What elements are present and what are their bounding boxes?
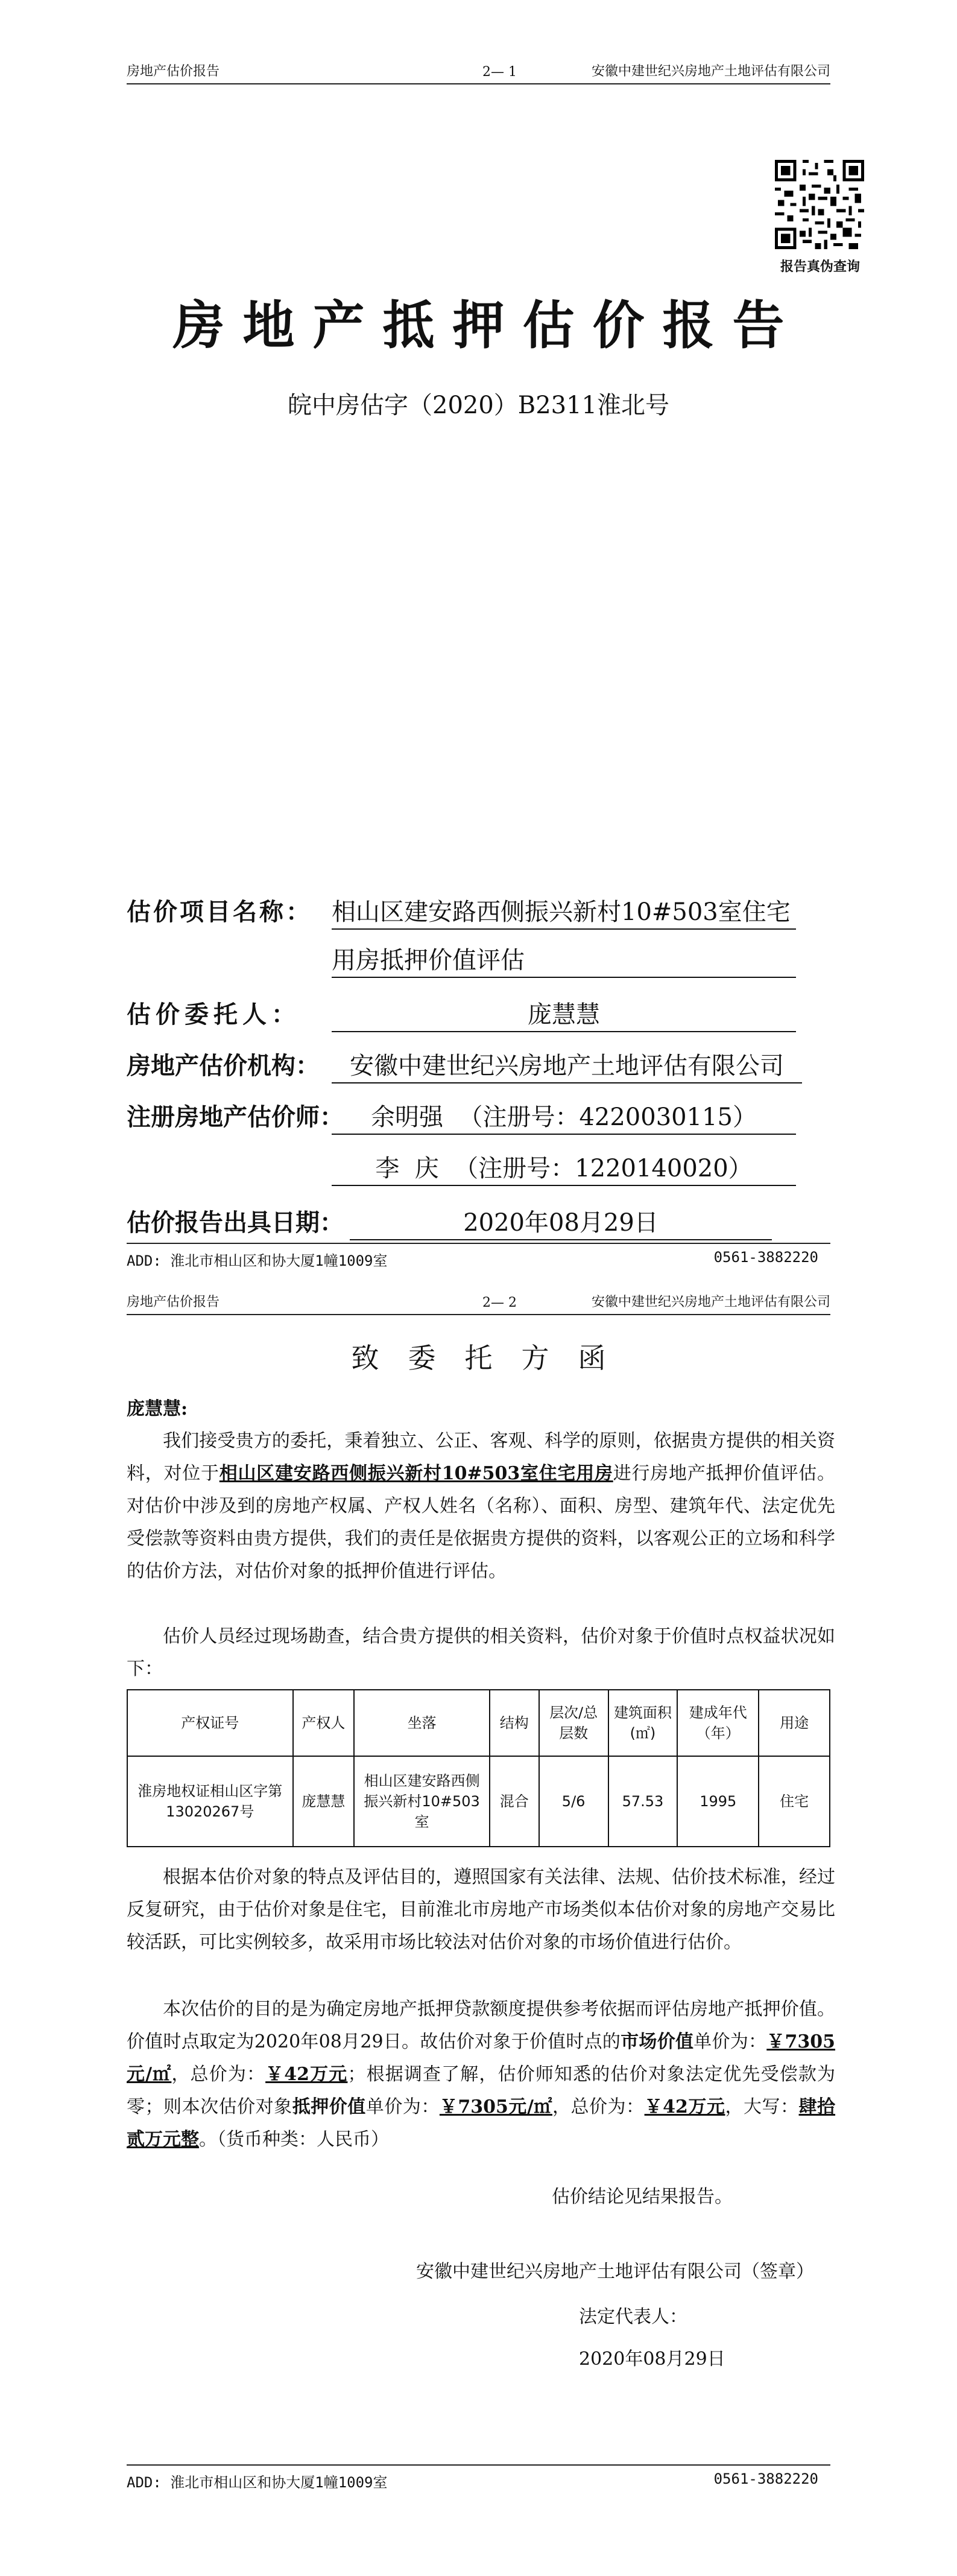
page-header bbox=[127, 1291, 830, 1315]
addressee: 庞慧慧: bbox=[127, 1398, 188, 1420]
conclusion-note: 估价结论见结果报告。 bbox=[552, 2186, 733, 2207]
p4-text: 单价为： bbox=[365, 2096, 440, 2118]
location-cell: 相山区建安路西侧振兴新村10#503室 bbox=[354, 1756, 490, 1847]
report-date: 2020年08月29日 bbox=[350, 1204, 772, 1240]
area-cell: 57.53 bbox=[608, 1756, 678, 1847]
column-header: 用途 bbox=[759, 1690, 830, 1756]
report-number: 皖中房估字（2020）B2311淮北号 bbox=[288, 392, 669, 419]
column-header: 产权人 bbox=[293, 1690, 355, 1756]
appraiser-2: 李 庆 （注册号：1220140020） bbox=[332, 1149, 796, 1186]
legal-representative: 法定代表人： bbox=[579, 2306, 687, 2327]
qr-code-icon[interactable] bbox=[775, 160, 864, 249]
p4-text: ，总价为： bbox=[552, 2096, 645, 2118]
cert-number-cell: 淮房地权证相山区字第13020267号 bbox=[127, 1756, 293, 1847]
letter-date: 2020年08月29日 bbox=[579, 2349, 725, 2370]
page-footer bbox=[127, 2464, 830, 2489]
header-page-number: 2— 1 bbox=[482, 65, 517, 80]
property-table bbox=[127, 1689, 830, 1847]
amount-in-words: 肆拾贰万元整 bbox=[127, 2096, 836, 2150]
header-page-number: 2— 2 bbox=[482, 1295, 517, 1310]
header-right: 安徽中建世纪兴房地产土地评估有限公司 bbox=[591, 64, 830, 79]
market-unit-price: ￥7305元/㎡ bbox=[127, 2031, 836, 2085]
owner-cell: 庞慧慧 bbox=[293, 1756, 355, 1847]
appraiser-row bbox=[127, 1098, 796, 1135]
floor-cell: 5/6 bbox=[539, 1756, 608, 1847]
structure-cell: 混合 bbox=[490, 1756, 539, 1847]
client-name: 庞慧慧 bbox=[332, 995, 796, 1032]
paragraph-4 bbox=[127, 1993, 835, 2156]
property-address: 相山区建安路西侧振兴新村10#503室住宅用房 bbox=[219, 1463, 613, 1484]
p4-text: ，总价为： bbox=[171, 2064, 266, 2085]
header-left: 房地产估价报告 bbox=[127, 1295, 220, 1310]
use-cell: 住宅 bbox=[759, 1756, 830, 1847]
p4-text: ；根据调查了解，估价师知悉的估价对象法定优先受偿款为零；则本次估价对象 bbox=[127, 2064, 836, 2118]
client-row bbox=[127, 995, 796, 1032]
column-header: 建筑面积(㎡) bbox=[608, 1690, 678, 1756]
column-header: 建成年代（年） bbox=[677, 1690, 759, 1756]
market-value-label: 市场价值 bbox=[621, 2031, 694, 2052]
header-left: 房地产估价报告 bbox=[127, 64, 220, 79]
report-date-label: 估价报告出具日期： bbox=[127, 1209, 344, 1237]
report-date-row bbox=[127, 1204, 772, 1240]
agency-name: 安徽中建世纪兴房地产土地评估有限公司 bbox=[332, 1047, 802, 1083]
project-name-label: 估价项目名称： bbox=[127, 898, 312, 926]
project-name-row-2 bbox=[332, 941, 796, 978]
p4-text: ，大写： bbox=[725, 2096, 799, 2118]
page-header bbox=[127, 60, 830, 84]
report-title: 房地产抵押估价报告 bbox=[172, 296, 803, 356]
appraiser-row-2 bbox=[332, 1149, 796, 1186]
market-total-price: ￥42万元 bbox=[265, 2064, 348, 2085]
column-header: 结构 bbox=[490, 1690, 539, 1756]
letter-page bbox=[0, 1291, 957, 2576]
column-header: 坐落 bbox=[354, 1690, 490, 1756]
footer-address: ADD: 淮北市相山区和协大厦1幢1009室 bbox=[127, 2474, 388, 2491]
agency-row bbox=[127, 1047, 802, 1083]
appraiser-1: 余明强 （注册号：4220030115） bbox=[332, 1098, 796, 1135]
year-cell: 1995 bbox=[677, 1756, 759, 1847]
column-header: 产权证号 bbox=[127, 1690, 293, 1756]
page-footer bbox=[127, 1243, 830, 1267]
project-name-line1: 相山区建安路西侧振兴新村10#503室住宅 bbox=[332, 893, 796, 930]
p1-text-a: 我们接受贵方的委托，秉着独立、公正、客观、科学的原则，依据贵方提供的相关资料，对位于 bbox=[127, 1430, 835, 1484]
footer-phone: 0561-3882220 bbox=[713, 1249, 818, 1266]
header-right: 安徽中建世纪兴房地产土地评估有限公司 bbox=[591, 1295, 830, 1310]
client-label: 估价委托人： bbox=[127, 1001, 300, 1029]
p4-text: 单价为： bbox=[693, 2031, 767, 2052]
paragraph-1 bbox=[127, 1425, 835, 1588]
project-name-row bbox=[127, 893, 796, 930]
letter-title: 致委托方函 bbox=[351, 1342, 635, 1374]
agency-label: 房地产估价机构： bbox=[127, 1052, 320, 1080]
paragraph-3: 根据本估价对象的特点及评估目的，遵照国家有关法律、法规、估价技术标准，经过反复研究，由于估价对象是住宅，目前淮北市房地产市场类似本估价对象的房地产交易比较活跃，可比实例较多，故采用市场比较法对估价对象的市场价值进行估价。 bbox=[127, 1867, 835, 1953]
p4-text: 本次估价的目的是为确定房地产抵押贷款额度提供参考依据而评估房地产抵押价值。价值时点取定为2020年08月29日。故估价对象于价值时点的 bbox=[127, 1999, 835, 2052]
table-header-row bbox=[127, 1690, 830, 1756]
p4-text: 。（货币种类：人民币） bbox=[199, 2129, 389, 2150]
footer-address: ADD: 淮北市相山区和协大厦1幢1009室 bbox=[127, 1252, 388, 1269]
mortgage-unit-price: ￥7305元/㎡ bbox=[439, 2096, 552, 2118]
p1-text-c: 进行房地产抵押价值评估。对估价中涉及到的房地产权属、产权人姓名（名称）、面积、房型、建筑年代、法定优先受偿款等资料由贵方提供，我们的责任是依据贵方提供的资料，以客观公正的立场和科学的估价方法，对估价对象的抵押价值进行评估。 bbox=[127, 1463, 835, 1582]
project-name-line2: 用房抵押价值评估 bbox=[332, 941, 796, 978]
mortgage-total-price: ￥42万元 bbox=[644, 2096, 725, 2118]
qr-code-label: 报告真伪查询 bbox=[780, 259, 860, 274]
appraiser-label: 注册房地产估价师： bbox=[127, 1103, 344, 1131]
footer-phone: 0561-3882220 bbox=[713, 2470, 818, 2487]
paragraph-2: 估价人员经过现场勘查，结合贵方提供的相关资料，估价对象于价值时点权益状况如下： bbox=[127, 1626, 835, 1680]
column-header: 层次/总层数 bbox=[539, 1690, 608, 1756]
table-row bbox=[127, 1756, 830, 1847]
mortgage-value-label: 抵押价值 bbox=[292, 2096, 366, 2118]
company-seal-line: 安徽中建世纪兴房地产土地评估有限公司（签章） bbox=[416, 2261, 814, 2282]
